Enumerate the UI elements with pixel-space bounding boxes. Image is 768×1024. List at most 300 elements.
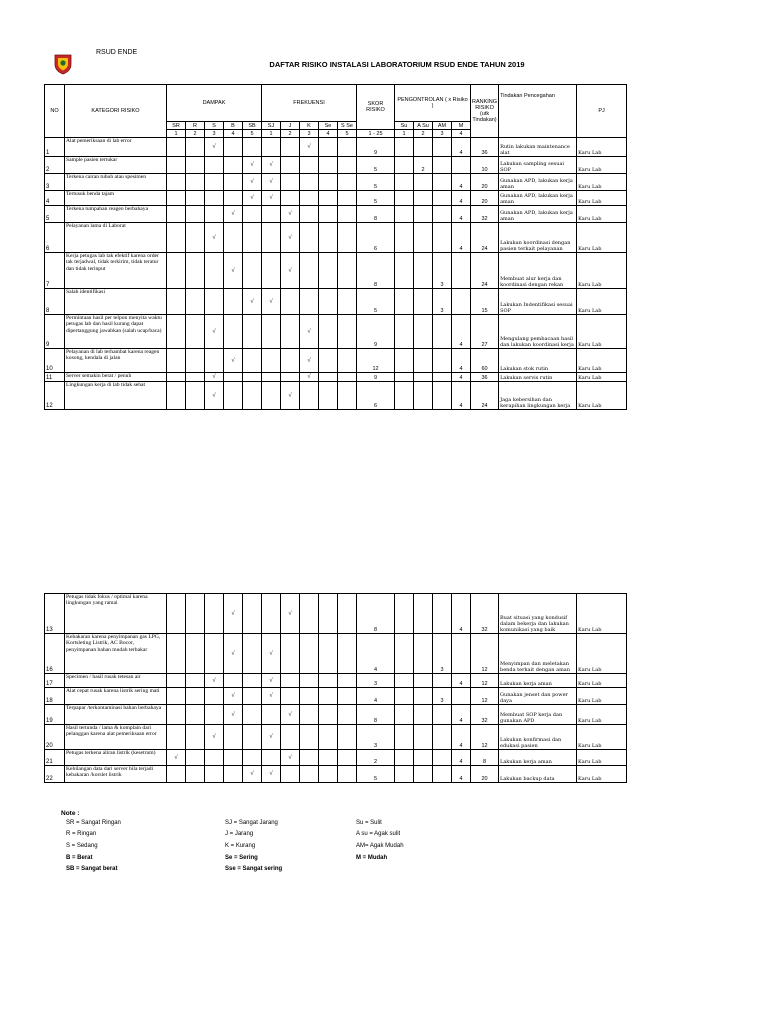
risk-category: Server semakin berat / penuh	[65, 373, 167, 382]
pengontrolan-asu	[414, 191, 433, 206]
tindakan-cell: Gunakan jenset dan power daya	[499, 688, 577, 705]
dampak-num: 4	[224, 130, 243, 138]
risk-table-2	[44, 593, 627, 783]
col-frekuensi-k: K	[300, 122, 319, 130]
frekuensi-cell	[319, 289, 338, 315]
pengontrolan-am: 3	[433, 289, 452, 315]
col-pj: PJ	[577, 85, 627, 138]
ranking-cell: 32	[471, 594, 499, 634]
dampak-num: 2	[186, 130, 205, 138]
frekuensi-cell	[281, 315, 300, 349]
dampak-cell	[167, 634, 186, 674]
pengontrolan-m: 4	[452, 191, 471, 206]
pengontrolan-am: 3	[433, 253, 452, 289]
pengontrolan-am	[433, 157, 452, 174]
ranking-cell: 20	[471, 191, 499, 206]
tindakan-cell: Membuat alur kerja dan koordinasi dengan rekan	[499, 253, 577, 289]
ranking-cell: 32	[471, 206, 499, 223]
col-pengontrolan-asu: A Su	[414, 122, 433, 130]
frekuensi-cell	[281, 766, 300, 783]
col-no: NO	[45, 85, 65, 138]
pengontrolan-su	[395, 174, 414, 191]
pengontrolan-asu	[414, 138, 433, 157]
tindakan-cell: Lakukan servis rutin	[499, 373, 577, 382]
pj-cell: Karu Lab	[577, 289, 627, 315]
pengontrolan-su	[395, 725, 414, 750]
col-pengontrolan-am: AM	[433, 122, 452, 130]
frekuensi-num: 2	[281, 130, 300, 138]
pengontrolan-su	[395, 750, 414, 766]
tindakan-cell: Buat situasi yang kondusif dalam bekerja dan lakukan komunikasi yang baik	[499, 594, 577, 634]
risk-category: Salah identifikasi	[65, 289, 167, 315]
risk-category: Kebakaran karena penyimpanan gas LPG, Kortsleting Listrik, AC Bocor, penyimpanan bahan mudah terbakar	[65, 634, 167, 674]
ranking-cell: 20	[471, 766, 499, 783]
dampak-cell	[224, 674, 243, 688]
frekuensi-cell: √	[281, 206, 300, 223]
frekuensi-cell	[300, 750, 319, 766]
dampak-cell	[205, 594, 224, 634]
dampak-cell	[205, 174, 224, 191]
ranking-cell: 60	[471, 349, 499, 373]
frekuensi-cell: √	[262, 289, 281, 315]
frekuensi-cell: √	[262, 688, 281, 705]
ranking-cell: 15	[471, 289, 499, 315]
dampak-cell	[186, 594, 205, 634]
pengontrolan-su	[395, 315, 414, 349]
frekuensi-cell	[281, 634, 300, 674]
skor-range: 1 - 25	[357, 130, 395, 138]
tindakan-cell: Lakukan backup data	[499, 766, 577, 783]
row-no: 19	[45, 705, 65, 725]
frekuensi-cell	[338, 688, 357, 705]
pj-cell: Karu Lab	[577, 674, 627, 688]
legend-item: Se = Sering	[225, 855, 258, 861]
legend-item: SJ = Sangat Jarang	[225, 820, 278, 826]
legend-item: SB = Sangat berat	[66, 866, 118, 872]
dampak-num: 1	[167, 130, 186, 138]
dampak-cell: √	[224, 349, 243, 373]
pj-cell: Karu Lab	[577, 634, 627, 674]
ranking-cell: 36	[471, 138, 499, 157]
pengontrolan-asu	[414, 594, 433, 634]
pengontrolan-num: 1	[395, 130, 414, 138]
col-frekuensi: FREKUENSI	[262, 85, 357, 122]
dampak-cell	[205, 766, 224, 783]
pengontrolan-am	[433, 206, 452, 223]
dampak-cell: √	[243, 289, 262, 315]
frekuensi-cell	[338, 315, 357, 349]
dampak-cell	[186, 206, 205, 223]
pengontrolan-am	[433, 594, 452, 634]
dampak-cell	[167, 223, 186, 253]
dampak-cell	[205, 634, 224, 674]
dampak-cell	[167, 206, 186, 223]
dampak-cell	[167, 766, 186, 783]
ranking-cell: 12	[471, 674, 499, 688]
frekuensi-cell	[262, 206, 281, 223]
col-pengontrolan: PENGONTROLAN ( x Risiko )	[395, 85, 471, 122]
table-row	[45, 725, 627, 750]
skor-cell: 8	[357, 253, 395, 289]
ranking-cell: 8	[471, 750, 499, 766]
dampak-cell	[205, 289, 224, 315]
pengontrolan-m: 4	[452, 174, 471, 191]
table-row	[45, 253, 627, 289]
pengontrolan-m: 4	[452, 138, 471, 157]
dampak-cell	[186, 315, 205, 349]
ranking-cell: 36	[471, 373, 499, 382]
dampak-cell	[224, 191, 243, 206]
risk-table-1	[44, 84, 627, 410]
dampak-cell	[224, 382, 243, 410]
pj-cell: Karu Lab	[577, 594, 627, 634]
pj-cell: Karu Lab	[577, 138, 627, 157]
pengontrolan-m: 4	[452, 206, 471, 223]
dampak-cell	[224, 157, 243, 174]
dampak-cell	[167, 315, 186, 349]
dampak-cell: √	[205, 725, 224, 750]
pengontrolan-m: 4	[452, 223, 471, 253]
legend-item: K = Kurang	[225, 843, 256, 849]
row-no: 11	[45, 373, 65, 382]
ranking-cell: 12	[471, 634, 499, 674]
row-no: 13	[45, 594, 65, 634]
dampak-cell	[167, 373, 186, 382]
frekuensi-cell	[338, 349, 357, 373]
dampak-cell	[186, 634, 205, 674]
dampak-cell	[186, 373, 205, 382]
frekuensi-cell: √	[300, 349, 319, 373]
frekuensi-cell	[319, 725, 338, 750]
dampak-cell: √	[243, 191, 262, 206]
row-no: 7	[45, 253, 65, 289]
frekuensi-cell	[319, 674, 338, 688]
frekuensi-cell	[319, 373, 338, 382]
pengontrolan-su	[395, 674, 414, 688]
dampak-cell: √	[205, 138, 224, 157]
pengontrolan-asu	[414, 253, 433, 289]
pengontrolan-asu	[414, 349, 433, 373]
pengontrolan-su	[395, 688, 414, 705]
col-frekuensi-sse: S Se	[338, 122, 357, 130]
frekuensi-cell	[281, 349, 300, 373]
frekuensi-cell	[319, 705, 338, 725]
pj-cell: Karu Lab	[577, 705, 627, 725]
dampak-cell	[167, 289, 186, 315]
pengontrolan-su	[395, 382, 414, 410]
pengontrolan-m: 4	[452, 315, 471, 349]
pengontrolan-asu	[414, 289, 433, 315]
pengontrolan-su	[395, 206, 414, 223]
frekuensi-cell	[338, 766, 357, 783]
frekuensi-cell	[338, 253, 357, 289]
dampak-cell	[243, 594, 262, 634]
ranking-cell: 20	[471, 174, 499, 191]
pengontrolan-am	[433, 373, 452, 382]
dampak-cell: √	[243, 766, 262, 783]
pengontrolan-asu	[414, 674, 433, 688]
pengontrolan-asu	[414, 382, 433, 410]
pengontrolan-m: 4	[452, 705, 471, 725]
dampak-cell	[224, 223, 243, 253]
risk-category: Sample pasien tertukar	[65, 157, 167, 174]
dampak-cell: √	[205, 674, 224, 688]
row-no: 4	[45, 191, 65, 206]
frekuensi-cell	[262, 750, 281, 766]
pengontrolan-am	[433, 766, 452, 783]
col-frekuensi-se: Se	[319, 122, 338, 130]
risk-category: Specimen / hasil rusak tetesan air	[65, 674, 167, 688]
frekuensi-cell	[319, 174, 338, 191]
frekuensi-cell	[338, 705, 357, 725]
skor-cell: 5	[357, 157, 395, 174]
dampak-cell	[243, 674, 262, 688]
pengontrolan-m	[452, 253, 471, 289]
frekuensi-num: 4	[319, 130, 338, 138]
frekuensi-cell: √	[262, 766, 281, 783]
dampak-cell	[243, 253, 262, 289]
pengontrolan-su	[395, 289, 414, 315]
frekuensi-cell	[281, 289, 300, 315]
pengontrolan-asu	[414, 206, 433, 223]
pengontrolan-su	[395, 349, 414, 373]
dampak-cell	[167, 594, 186, 634]
pengontrolan-asu	[414, 315, 433, 349]
frekuensi-cell	[262, 223, 281, 253]
row-no: 1	[45, 138, 65, 157]
col-pengontrolan-su: Su	[395, 122, 414, 130]
row-no: 22	[45, 766, 65, 783]
row-no: 10	[45, 349, 65, 373]
frekuensi-cell	[338, 157, 357, 174]
dampak-cell: √	[224, 634, 243, 674]
table-row	[45, 594, 627, 634]
dampak-cell	[167, 253, 186, 289]
frekuensi-cell	[262, 373, 281, 382]
skor-cell: 6	[357, 382, 395, 410]
dampak-cell	[186, 382, 205, 410]
dampak-cell	[243, 206, 262, 223]
pengontrolan-asu	[414, 174, 433, 191]
pj-cell: Karu Lab	[577, 349, 627, 373]
pj-cell: Karu Lab	[577, 688, 627, 705]
dampak-cell: √	[224, 253, 243, 289]
skor-cell: 8	[357, 206, 395, 223]
skor-cell: 4	[357, 634, 395, 674]
frekuensi-cell	[338, 373, 357, 382]
frekuensi-cell: √	[281, 223, 300, 253]
risk-category: Kehilangan data dari server bila terjadi kebakaran /korslet listrik	[65, 766, 167, 783]
dampak-cell	[205, 688, 224, 705]
dampak-cell	[167, 157, 186, 174]
frekuensi-cell: √	[262, 725, 281, 750]
skor-cell: 9	[357, 373, 395, 382]
pengontrolan-asu	[414, 725, 433, 750]
frekuensi-cell	[338, 674, 357, 688]
frekuensi-cell: √	[281, 705, 300, 725]
dampak-cell: √	[224, 594, 243, 634]
pengontrolan-am	[433, 725, 452, 750]
frekuensi-cell	[338, 750, 357, 766]
row-no: 8	[45, 289, 65, 315]
risk-category: Pelayanan lama di Laborat	[65, 223, 167, 253]
pengontrolan-m	[452, 634, 471, 674]
legend-item: S = Sedang	[66, 843, 98, 849]
frekuensi-cell	[319, 766, 338, 783]
frekuensi-cell	[300, 253, 319, 289]
legend-item: R = Ringan	[66, 831, 97, 837]
frekuensi-cell: √	[262, 634, 281, 674]
frekuensi-cell: √	[281, 750, 300, 766]
skor-cell: 12	[357, 349, 395, 373]
tindakan-cell: Gunakan APD, lakukan kerja aman	[499, 191, 577, 206]
col-kategori: KATEGORI RISIKO	[65, 85, 167, 138]
frekuensi-cell	[281, 373, 300, 382]
frekuensi-cell	[262, 138, 281, 157]
risk-category: Alat cepat rusak karena listrik sering mati	[65, 688, 167, 705]
pengontrolan-su	[395, 223, 414, 253]
table-row	[45, 382, 627, 410]
dampak-cell	[205, 206, 224, 223]
dampak-cell	[186, 191, 205, 206]
dampak-cell: √	[205, 315, 224, 349]
frekuensi-cell	[300, 191, 319, 206]
skor-cell: 5	[357, 191, 395, 206]
dampak-cell	[167, 349, 186, 373]
frekuensi-cell	[319, 688, 338, 705]
frekuensi-cell	[262, 349, 281, 373]
pengontrolan-asu	[414, 373, 433, 382]
table-row	[45, 315, 627, 349]
col-skor: SKOR RISIKO	[357, 85, 395, 130]
col-dampak-b: B	[224, 122, 243, 130]
pj-cell: Karu Lab	[577, 223, 627, 253]
pj-cell: Karu Lab	[577, 725, 627, 750]
frekuensi-cell	[281, 688, 300, 705]
tindakan-cell: Rutin lakukan maintenance alat	[499, 138, 577, 157]
skor-cell: 5	[357, 174, 395, 191]
dampak-cell	[186, 223, 205, 253]
frekuensi-cell	[300, 688, 319, 705]
dampak-cell	[224, 289, 243, 315]
pengontrolan-su	[395, 594, 414, 634]
pengontrolan-am	[433, 315, 452, 349]
tindakan-cell: Mengulang pembacaan hasil dan lakukan koordinasi kerja	[499, 315, 577, 349]
pengontrolan-su	[395, 766, 414, 783]
tindakan-cell: Lakukan Indentifikasi sesuai SOP	[499, 289, 577, 315]
tindakan-cell: Lakukan stok rutin	[499, 349, 577, 373]
ranking-cell: 24	[471, 223, 499, 253]
pengontrolan-am	[433, 382, 452, 410]
frekuensi-cell	[338, 174, 357, 191]
row-no: 21	[45, 750, 65, 766]
frekuensi-cell	[281, 191, 300, 206]
pengontrolan-m	[452, 289, 471, 315]
skor-cell: 9	[357, 138, 395, 157]
skor-cell: 8	[357, 705, 395, 725]
tindakan-cell: Lakukan kerja aman	[499, 750, 577, 766]
frekuensi-cell	[300, 705, 319, 725]
frekuensi-cell: √	[300, 373, 319, 382]
frekuensi-cell	[319, 157, 338, 174]
table-row	[45, 750, 627, 766]
dampak-cell	[224, 138, 243, 157]
skor-cell: 6	[357, 223, 395, 253]
pengontrolan-m: 4	[452, 674, 471, 688]
frekuensi-num: 1	[262, 130, 281, 138]
ranking-cell: 24	[471, 382, 499, 410]
legend-item: M = Mudah	[356, 855, 388, 861]
legend-item: Sse = Sangat sering	[225, 866, 283, 872]
dampak-cell	[167, 705, 186, 725]
ranking-cell: 27	[471, 315, 499, 349]
pengontrolan-su	[395, 253, 414, 289]
frekuensi-cell	[319, 315, 338, 349]
frekuensi-cell	[281, 174, 300, 191]
pengontrolan-asu	[414, 750, 433, 766]
legend-item: J = Jarang	[225, 831, 254, 837]
pengontrolan-m: 4	[452, 766, 471, 783]
pengontrolan-su	[395, 634, 414, 674]
dampak-cell	[243, 315, 262, 349]
pengontrolan-num: 3	[433, 130, 452, 138]
frekuensi-cell: √	[281, 594, 300, 634]
pengontrolan-num: 4	[452, 130, 471, 138]
pengontrolan-su	[395, 373, 414, 382]
table-row	[45, 174, 627, 191]
dampak-cell	[205, 750, 224, 766]
table-row	[45, 674, 627, 688]
frekuensi-cell	[338, 289, 357, 315]
dampak-cell	[224, 766, 243, 783]
dampak-cell	[186, 157, 205, 174]
pengontrolan-num: 2	[414, 130, 433, 138]
table-row	[45, 138, 627, 157]
dampak-cell	[205, 191, 224, 206]
frekuensi-cell	[300, 725, 319, 750]
dampak-cell	[243, 705, 262, 725]
frekuensi-cell: √	[300, 138, 319, 157]
legend-item: B = Berat	[66, 855, 93, 861]
risk-category: Petugas tidak fokus / optimal karena lingkungan yang ramai	[65, 594, 167, 634]
dampak-cell	[167, 138, 186, 157]
frekuensi-cell: √	[262, 674, 281, 688]
pengontrolan-am	[433, 174, 452, 191]
dampak-cell	[243, 382, 262, 410]
pj-cell: Karu Lab	[577, 157, 627, 174]
col-frekuensi-j: J	[281, 122, 300, 130]
pj-cell: Karu Lab	[577, 766, 627, 783]
pengontrolan-m: 4	[452, 382, 471, 410]
dampak-cell	[186, 349, 205, 373]
pengontrolan-su	[395, 191, 414, 206]
row-no: 17	[45, 674, 65, 688]
skor-cell: 8	[357, 594, 395, 634]
frekuensi-cell	[300, 674, 319, 688]
frekuensi-num: 5	[338, 130, 357, 138]
dampak-cell	[167, 382, 186, 410]
col-dampak-s: S	[205, 122, 224, 130]
col-frekuensi-sj: SJ	[262, 122, 281, 130]
frekuensi-cell	[338, 382, 357, 410]
frekuensi-cell	[300, 223, 319, 253]
row-no: 20	[45, 725, 65, 750]
frekuensi-cell	[319, 382, 338, 410]
pengontrolan-asu	[414, 223, 433, 253]
pj-cell: Karu Lab	[577, 174, 627, 191]
dampak-cell	[243, 138, 262, 157]
pengontrolan-su	[395, 705, 414, 725]
